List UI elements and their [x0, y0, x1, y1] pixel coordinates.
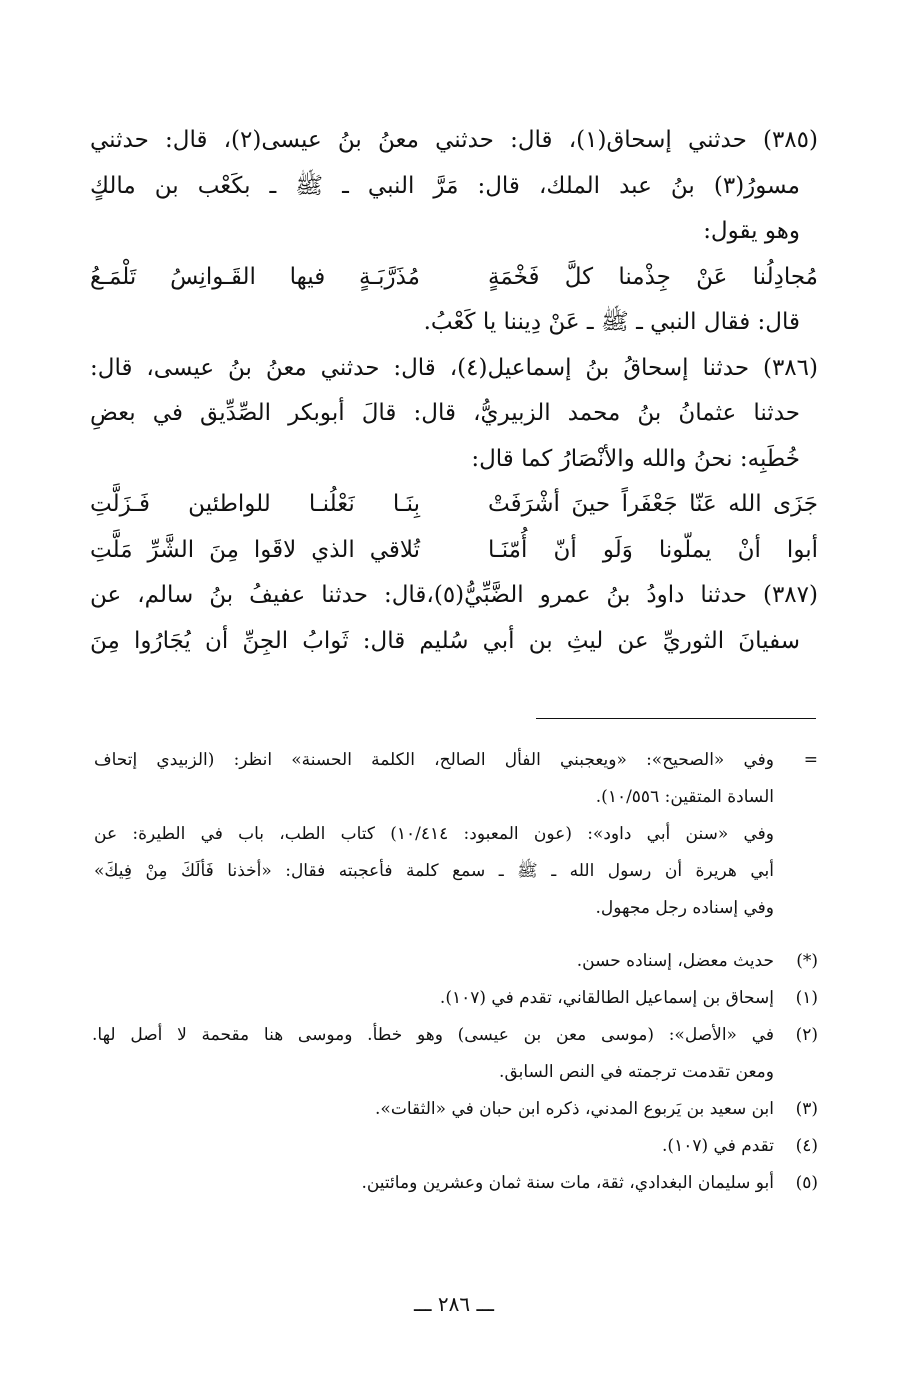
text-line: سفيانَ الثوريِّ عن ليثِ بن أبي سُليم قال: ثَوابُ الجِنِّ أن يُجَارُوا مِنَ — [90, 627, 800, 654]
verse-left-hemistich: مُذَرَّبَـةٍ فيها القَـوانِسُ تَلْمَـعُ — [90, 263, 420, 290]
verse-right-hemistich: مُجادِلُنا عَنْ جِذْمنا كلَّ فَخْمَةٍ — [488, 263, 818, 290]
text-line: قال: فقال النبي ـ ﷺ ـ عَنْ دِيننا يا كَعْبُ. — [423, 309, 800, 335]
footnote-number: (٥) — [795, 1173, 818, 1193]
footnote — [92, 1165, 818, 1202]
note-line — [92, 853, 818, 890]
page-number: ـــ ٢٨٦ ـــ — [413, 1292, 495, 1316]
verse-gap — [420, 528, 488, 574]
footnote — [92, 1054, 818, 1091]
footnote-text: في «الأصل»: (موسى معن بن عيسى) وهو خطأ. وموسى هنا مقحمة لا أصل لها. — [92, 1025, 774, 1045]
note-line — [92, 742, 818, 779]
footnote-number: (١) — [795, 988, 818, 1008]
text-line: (٣٨٦) حدثنا إسحاقُ بنُ إسماعيل(٤)، قال: حدثني معنُ بنُ عيسى، قال: — [90, 354, 818, 381]
continuation-mark: = — [803, 750, 818, 770]
footnote — [92, 1128, 818, 1165]
footnote — [92, 943, 818, 980]
footnote-text: ومعن تقدمت ترجمته في النص السابق. — [499, 1062, 774, 1082]
verse-left-hemistich: تُلاقي الذي لاقَوا مِنَ الشَّرِّ مَلَّتِ — [90, 536, 420, 563]
footnote — [92, 980, 818, 1017]
footnote-number: (٣) — [795, 1099, 818, 1119]
verse-line — [90, 482, 818, 528]
text-line: خُطَبِه: نحنُ والله والأنْصَارُ كما قال: — [471, 445, 800, 472]
footnote-number: (٢) — [795, 1025, 818, 1045]
text-line: مسورُ(٣) بنُ عبد الملك، قال: مَرَّ النبي ـ ﷺ ـ بكَعْب بن مالكٍ — [90, 172, 800, 199]
verse-line — [90, 528, 818, 574]
footnote-text: تقدم في (١٠٧). — [662, 1136, 774, 1156]
note-line — [92, 779, 818, 816]
notes-spacer — [92, 927, 818, 943]
footnote-text: أبو سليمان البغدادي، ثقة، مات سنة ثمان وعشرين ومائتين. — [361, 1173, 774, 1193]
text-line: (٣٨٥) حدثني إسحاق(١)، قال: حدثني معنُ بنُ عيسى(٢)، قال: حدثني — [90, 127, 818, 153]
verse-gap — [420, 255, 488, 301]
main-text — [90, 118, 818, 664]
verse-right-hemistich: جَزَى الله عَنّا جَعْفَراً حينَ أشْرَفَتْ — [488, 491, 818, 517]
note-text: وفي «سنن أبي داود»: (عون المعبود: ١٠/٤١٤) كتاب الطب، باب في الطيرة: عن — [94, 824, 775, 844]
verse-line — [90, 255, 818, 301]
text-line: حدثنا عثمانُ بنُ محمد الزبيريُّ، قال: قالَ أبوبكر الصِّدِّيق في بعضِ — [90, 400, 800, 426]
footnote-text: حديث معضل، إسناده حسن. — [576, 951, 774, 971]
note-line — [92, 816, 818, 853]
note-text: السادة المتقين: ١٠/٥٥٦). — [595, 787, 774, 807]
text-line: (٣٨٧) حدثنا داودُ بنُ عمرو الضَّبِّيُّ(٥)،قال: حدثنا عفيفُ بنُ سالم، عن — [90, 582, 818, 608]
footnote — [92, 1091, 818, 1128]
footnote-separator — [536, 718, 816, 719]
verse-right-hemistich: أبوا أنْ يملّونا وَلَو أنّ أُمّنَـا — [488, 536, 818, 563]
footnote-number: (٤) — [795, 1136, 818, 1156]
note-text: وفي «الصحيح»: «ويعجبني الفأل الصالح، الكلمة الحسنة» انظر: (الزبيدي إتحاف — [94, 750, 774, 770]
verse-gap — [420, 482, 488, 528]
verse-left-hemistich: بِنَـا نَعْلُنـا للواطئين فَـزَلَّتِ — [90, 491, 420, 517]
footnote-text: ابن سعيد بن يَربوع المدني، ذكره ابن حبان في «الثقات». — [375, 1099, 774, 1119]
footnote-text: إسحاق بن إسماعيل الطالقاني، تقدم في (١٠٧). — [439, 988, 774, 1008]
note-text: أبي هريرة أن رسول الله ـ ﷺ ـ سمع كلمة فأعجبته فقال: «أخذنا فَألَكَ مِنْ فِيكَ» — [94, 861, 774, 881]
footnote-number: (*) — [796, 951, 818, 971]
note-text: وفي إسناده رجل مجهول. — [595, 898, 774, 918]
footnotes-section — [92, 742, 818, 1202]
text-line: وهو يقول: — [703, 218, 800, 244]
note-line — [92, 890, 818, 927]
footnote — [92, 1017, 818, 1054]
footnote-indent — [774, 1054, 818, 1091]
